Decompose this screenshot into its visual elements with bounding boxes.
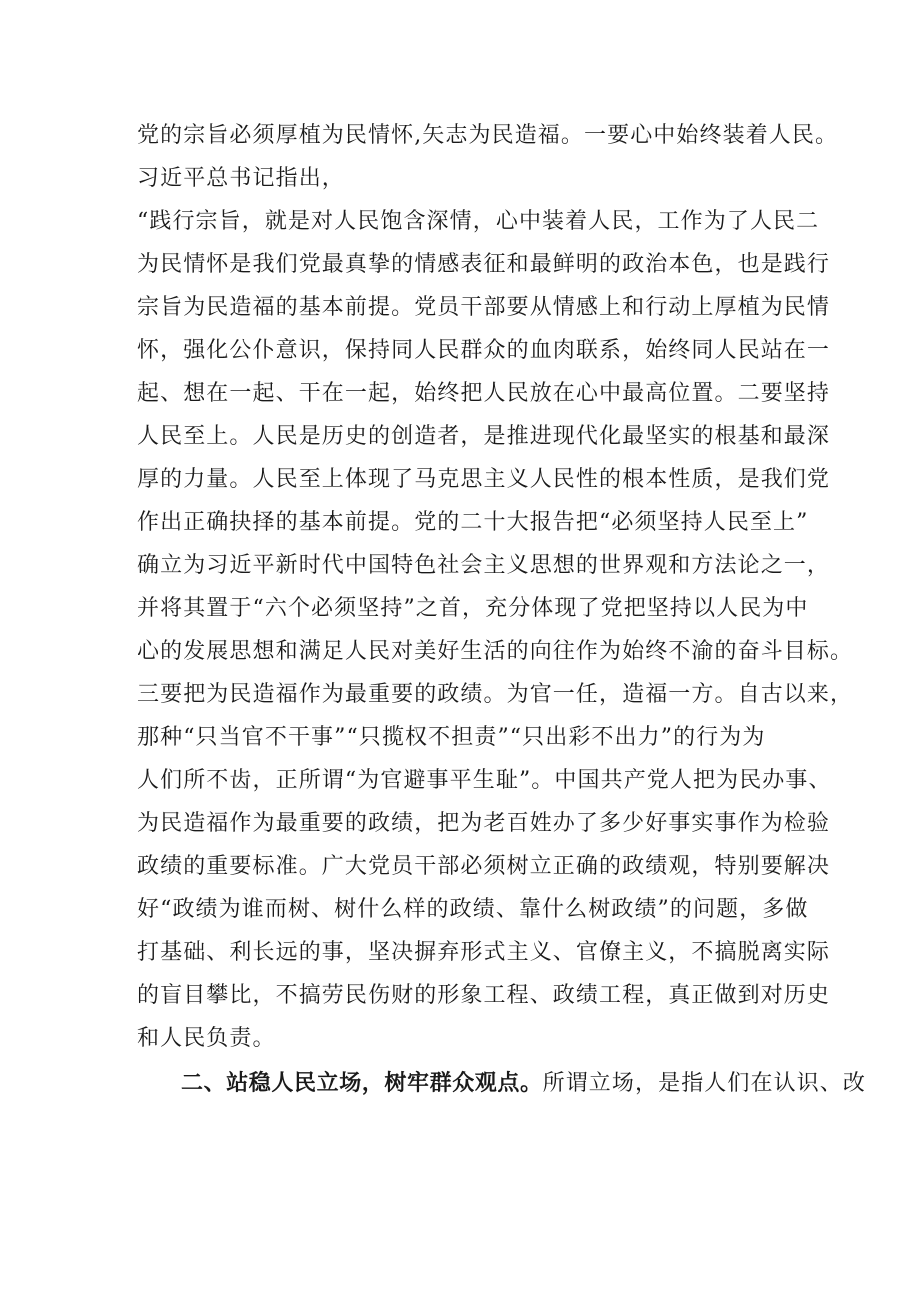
body-text-line: 政绩的重要标准。广大党员干部必须树立正确的政绩观，特别要解决 xyxy=(137,854,831,879)
section-text: 所谓立场，是指人们在认识、改 xyxy=(542,1071,867,1096)
body-text-line: 那种“只当官不干事”“只揽权不担责”“只出彩不出力”的行为为 xyxy=(137,725,766,750)
section-heading: 二、站稳人民立场，树牢群众观点。 xyxy=(181,1071,543,1096)
body-text-line: “践行宗旨，就是对人民饱含深情，心中装着人民，工作为了人民二 xyxy=(137,209,820,234)
section-paragraph xyxy=(181,1069,867,1099)
body-text-line: 作出正确抉择的基本前提。党的二十大报告把“必须坚持人民至上” xyxy=(137,510,809,535)
body-text-line: 为民情怀是我们党最真挚的情感表征和最鲜明的政治本色，也是践行 xyxy=(137,252,831,277)
body-text-line: 好“政绩为谁而树、树什么样的政绩、靠什么树政绩”的问题，多做 xyxy=(137,897,809,922)
body-text-line: 党的宗旨必须厚植为民情怀,矢志为民造福。一要心中始终装着人民。 xyxy=(137,123,839,148)
body-text-line: 和人民负责。 xyxy=(137,1026,276,1051)
body-text-line: 打基础、利长远的事，坚决摒弃形式主义、官僚主义，不搞脱离实际 xyxy=(137,940,831,965)
body-text-line: 宗旨为民造福的基本前提。党员干部要从情感上和行动上厚植为民情 xyxy=(137,295,831,320)
body-text-line: 三要把为民造福作为最重要的政绩。为官一任，造福一方。自古以来， xyxy=(137,682,854,707)
body-text-line: 确立为习近平新时代中国特色社会主义思想的世界观和方法论之一， xyxy=(137,553,831,578)
body-text-line: 人民至上。人民是历史的创造者，是推进现代化最坚实的根基和最深 xyxy=(137,424,831,449)
body-text-line: 为民造福作为最重要的政绩，把为老百姓办了多少好事实事作为检验 xyxy=(137,811,831,836)
body-text-line: 心的发展思想和满足人民对美好生活的向往作为始终不渝的奋斗目标。 xyxy=(137,639,854,664)
body-text-line: 习近平总书记指出， xyxy=(137,166,345,191)
body-text-line: 怀，强化公仆意识，保持同人民群众的血肉联系，始终同人民站在一 xyxy=(137,338,831,363)
body-text-line: 人们所不齿，正所谓“为官避事平生耻”。中国共产党人把为民办事、 xyxy=(137,768,832,793)
body-text-line: 起、想在一起、干在一起，始终把人民放在心中最高位置。二要坚持 xyxy=(137,381,831,406)
body-text-line: 并将其置于“六个必须坚持”之首，充分体现了党把坚持以人民为中 xyxy=(137,596,809,621)
body-text-line: 的盲目攀比，不搞劳民伤财的形象工程、政绩工程，真正做到对历史 xyxy=(137,983,831,1008)
body-text-line: 厚的力量。人民至上体现了马克思主义人民性的根本性质，是我们党 xyxy=(137,467,831,492)
